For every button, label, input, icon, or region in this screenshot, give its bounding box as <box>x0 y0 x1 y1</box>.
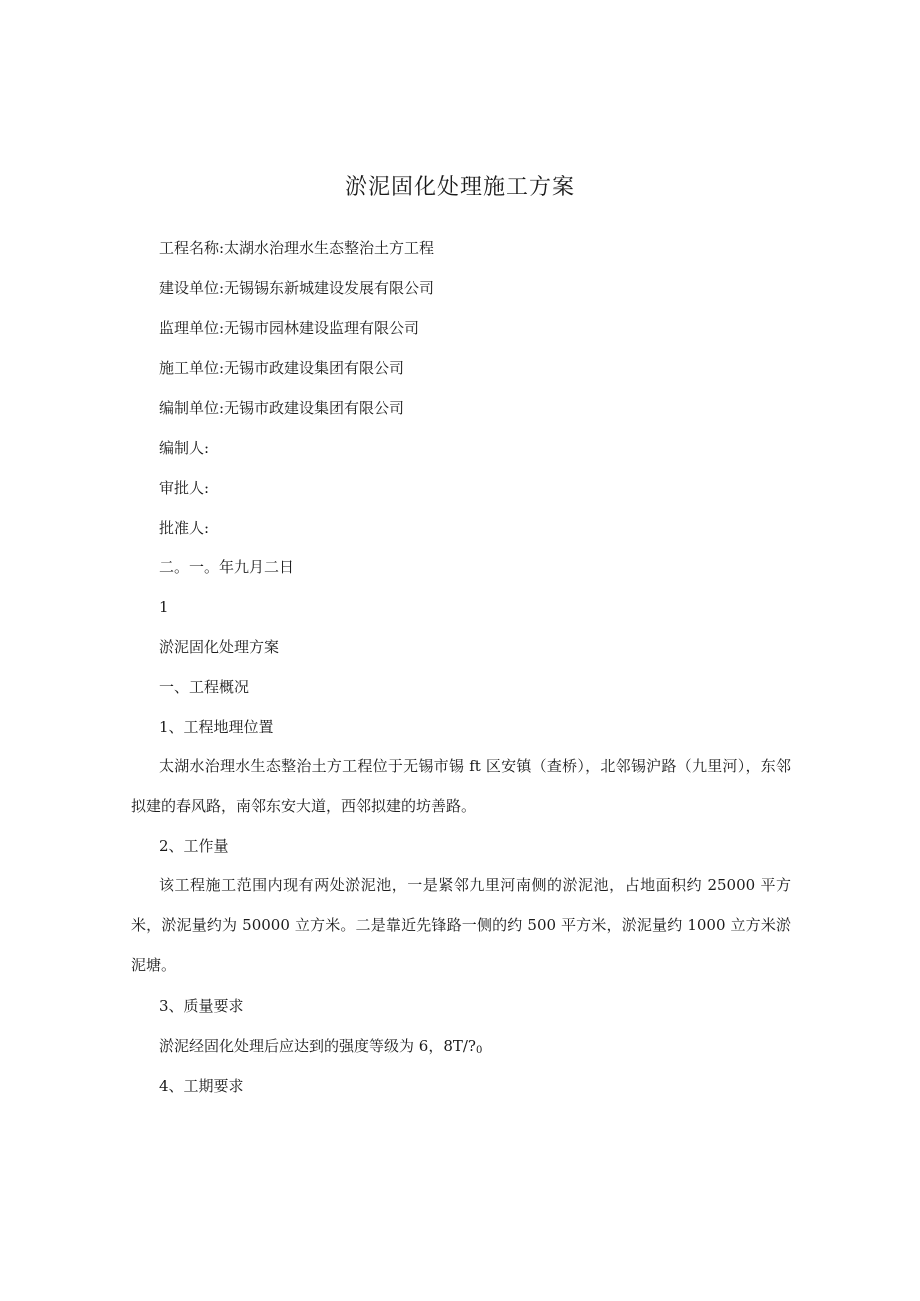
heading-schedule: 4、工期要求 <box>159 1077 244 1095</box>
paragraph-workload: 该工程施工范围内现有两处淤泥池，一是紧邻九里河南侧的淤泥池，占地面积约 25000 平方米，淤泥量约为 50000 立方米。二是靠近先锋路一侧的约 500 平方米，淤泥量约 1000 立方米淤泥塘。 <box>131 876 791 974</box>
heading-location: 1、工程地理位置 <box>159 718 274 736</box>
compiler-person: 编制人: <box>159 439 210 457</box>
reviewer-person: 审批人: <box>159 479 210 497</box>
quality-subscript: 0 <box>475 1045 483 1056</box>
section-heading-overview: 一、工程概况 <box>159 678 250 696</box>
heading-workload: 2、工作量 <box>159 837 229 855</box>
paragraph-quality <box>159 1036 482 1061</box>
builder-unit: 建设单位:无锡锡东新城建设发展有限公司 <box>159 279 435 297</box>
paragraph-location: 太湖水治理水生态整治土方工程位于无锡市锡 ft 区安镇（查桥），北邻锡沪路（九里河），东邻拟建的春风路，南邻东安大道，西邻拟建的坊善路。 <box>131 757 791 815</box>
supervisor-unit: 监理单位:无锡市园林建设监理有限公司 <box>159 319 420 337</box>
document-date: 二。一。年九月二日 <box>159 558 295 576</box>
approver-person: 批准人: <box>159 519 210 537</box>
document-title: 淤泥固化处理施工方案 <box>344 175 575 200</box>
section-subtitle: 淤泥固化处理方案 <box>159 638 280 656</box>
quality-text: 淤泥经固化处理后应达到的强度等级为 6，8T/? <box>159 1037 476 1055</box>
contractor-unit: 施工单位:无锡市政建设集团有限公司 <box>159 359 405 377</box>
compiler-unit: 编制单位:无锡市政建设集团有限公司 <box>159 399 405 417</box>
page-number: 1 <box>159 598 169 616</box>
heading-quality: 3、质量要求 <box>159 997 244 1015</box>
project-name: 工程名称:太湖水治理水生态整治土方工程 <box>159 239 435 257</box>
